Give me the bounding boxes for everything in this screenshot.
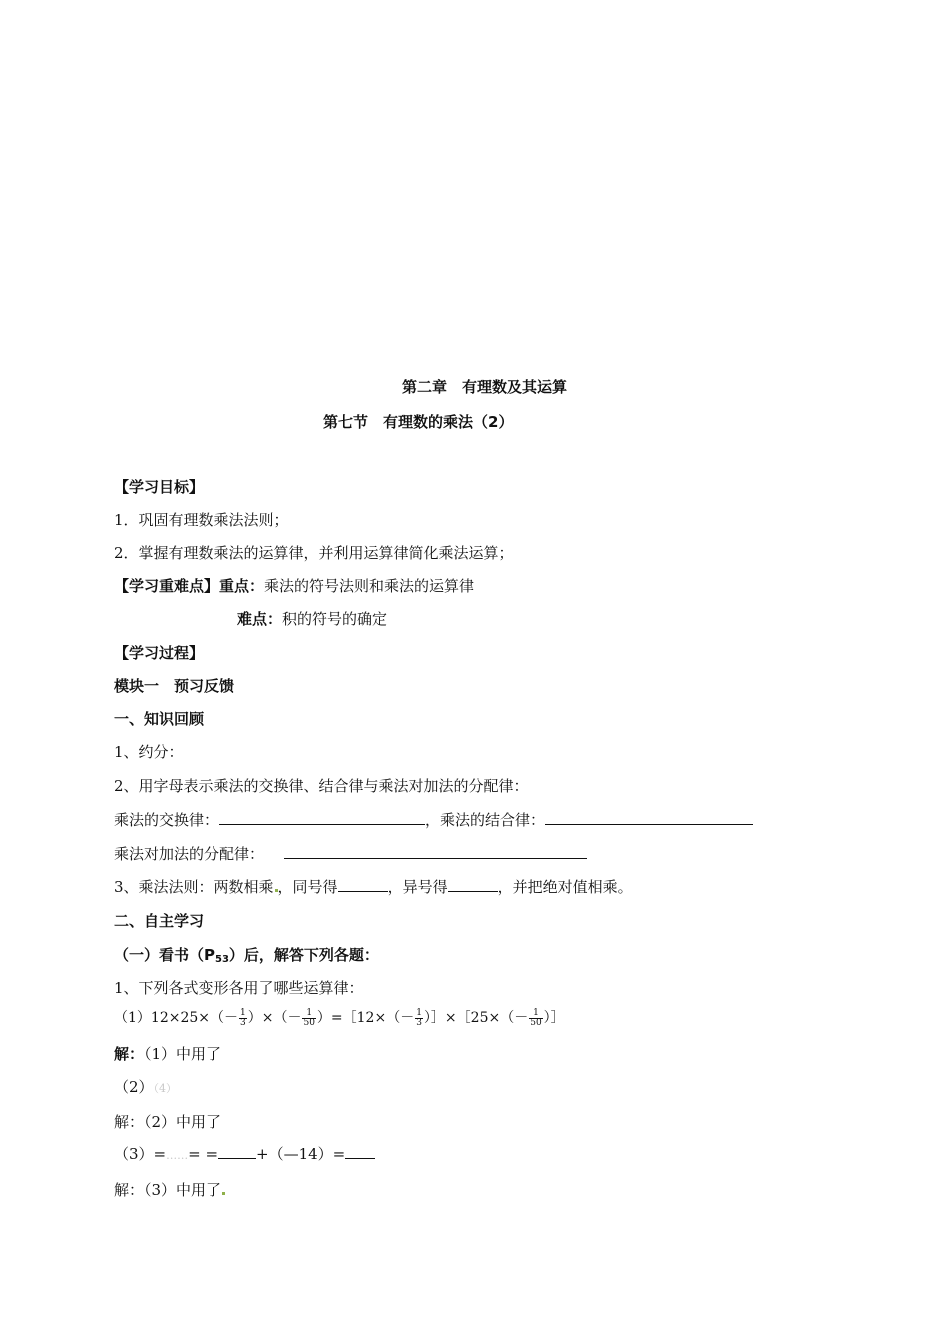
process-heading: 【学习过程】: [114, 644, 205, 662]
associative-label: ，乘法的结合律：: [425, 811, 546, 829]
q3-text-a: 3、乘法法则：两数相乘: [114, 878, 274, 896]
eq1-tail: ）］: [543, 1010, 565, 1026]
question-2: 2、用字母表示乘法的交换律、结合律与乘法对加法的分配律：: [114, 777, 529, 795]
fraction-3: $\frac{1}{3}$: [416, 1007, 422, 1028]
eq1-lead: （1）12×25×（－: [114, 1010, 238, 1026]
solution-1-label: 解：: [114, 1045, 145, 1063]
page-subscript: 53: [215, 954, 229, 965]
same-sign-blank[interactable]: [338, 877, 388, 892]
section-title: 第七节 有理数的乘法（2）: [323, 413, 514, 431]
commutative-label: 乘法的交换律：: [114, 811, 220, 829]
solution-3: [114, 1180, 225, 1200]
part2-heading: 二、自主学习: [114, 912, 205, 930]
eq3-text-b: +（—14）=: [256, 1145, 346, 1163]
objective-item-1: 1．巩固有理数乘法法则；: [114, 511, 289, 529]
difficult-line: [237, 609, 387, 629]
difficult-label: 难点：: [237, 610, 283, 628]
eq3-blank-2[interactable]: [345, 1144, 375, 1159]
solution-1: [114, 1044, 221, 1064]
associative-blank[interactable]: [545, 810, 753, 825]
q3-text-c: ，异号得: [387, 878, 448, 896]
read-book-line: [114, 945, 379, 970]
solution-3-text: 解：（3）中用了: [114, 1181, 222, 1199]
fraction-2: $\frac{1}{50}$: [303, 1007, 315, 1028]
read-book-text-a: （一）看书（P: [114, 946, 215, 964]
eq3-text-a: = =: [188, 1145, 219, 1163]
laws-line-1: [114, 810, 753, 830]
fraction-4: $\frac{1}{50}$: [530, 1007, 542, 1028]
fraction-1: $\frac{1}{3}$: [240, 1007, 246, 1028]
key-points-heading: 【学习重难点】: [114, 577, 220, 595]
eq3-faint-image: ……: [166, 1149, 189, 1162]
distributive-label: 乘法对加法的分配律：: [114, 845, 265, 863]
objective-item-2: 2．掌握有理数乘法的运算律，并利用运算律简化乘法运算；: [114, 544, 514, 562]
eq3-lead: （3）=: [114, 1145, 167, 1163]
question-1: 1、约分：: [114, 743, 184, 761]
question-4: 1、下列各式变形各用了哪些运算律：: [114, 979, 364, 997]
commutative-blank[interactable]: [219, 810, 425, 825]
module1-heading: 模块一 预习反馈: [114, 677, 235, 695]
part1-heading: 一、知识回顾: [114, 710, 205, 728]
key-label: 重点：: [219, 577, 265, 595]
question-3: [114, 877, 633, 897]
objectives-heading: 【学习目标】: [114, 478, 205, 496]
q3-text-d: ，并把绝对值相乘。: [497, 878, 633, 896]
eq2-faint-image: （4）: [153, 1082, 178, 1095]
ink-dot: [222, 1192, 225, 1195]
key-text: 乘法的符号法则和乘法的运算律: [264, 577, 475, 595]
difficult-text: 积的符号的确定: [282, 610, 388, 628]
diff-sign-blank[interactable]: [448, 877, 498, 892]
equation-1: [114, 1008, 565, 1028]
laws-line-2: [114, 844, 587, 864]
solution-2: 解：（2）中用了: [114, 1113, 222, 1131]
chapter-title: 第二章 有理数及其运算: [402, 378, 568, 396]
equation-2: [114, 1077, 177, 1099]
eq2-lead: （2）: [114, 1078, 154, 1096]
solution-1-text: （1）中用了: [144, 1045, 222, 1063]
distributive-blank[interactable]: [284, 844, 587, 859]
eq3-blank-1[interactable]: [218, 1144, 256, 1159]
equation-3: [114, 1144, 375, 1166]
key-points-line: [114, 576, 474, 596]
read-book-text-b: ）后，解答下列各题：: [228, 946, 379, 964]
eq1-mid2: ）=［12×（－: [316, 1010, 415, 1026]
q3-text-b: ，同号得: [277, 878, 338, 896]
eq1-mid1: ）×（－: [247, 1010, 302, 1026]
eq1-mid3: ）］×［25×（－: [423, 1010, 529, 1026]
